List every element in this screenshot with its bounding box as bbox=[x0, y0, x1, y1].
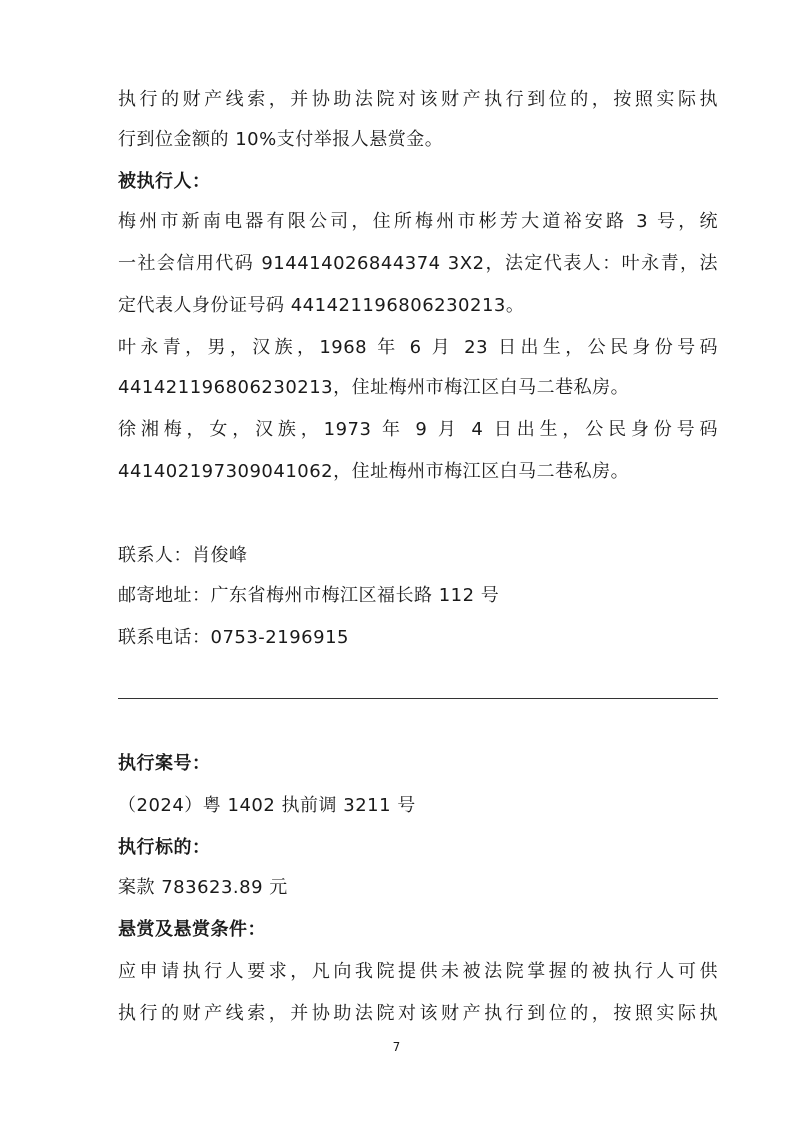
company-line-3: 定代表人身份证号码 441421196806230213。 bbox=[118, 295, 525, 316]
person2-line-2: 441402197309041062，住址梅州市梅江区白马二巷私房。 bbox=[118, 461, 630, 482]
case-number-heading: 执行案号： bbox=[118, 753, 211, 774]
person2-line-1: 徐湘梅，女，汉族，1973 年 9 月 4 日出生，公民身份号码 bbox=[118, 419, 718, 440]
case-number: （2024）粤 1402 执前调 3211 号 bbox=[118, 795, 416, 816]
continuation-line-1: 执行的财产线索，并协助法院对该财产执行到位的，按照实际执 bbox=[118, 89, 718, 110]
person1-line-1: 叶永青，男，汉族，1968 年 6 月 23 日出生，公民身份号码 bbox=[118, 337, 718, 358]
respondent-heading: 被执行人： bbox=[118, 171, 211, 192]
subject-heading: 执行标的： bbox=[118, 837, 211, 858]
contact-phone: 联系电话：0753-2196915 bbox=[118, 627, 349, 648]
reward-heading: 悬赏及悬赏条件： bbox=[118, 919, 266, 940]
contact-person: 联系人：肖俊峰 bbox=[118, 545, 248, 566]
person1-line-2: 441421196806230213，住址梅州市梅江区白马二巷私房。 bbox=[118, 377, 630, 398]
subject-value: 案款 783623.89 元 bbox=[118, 877, 288, 898]
company-line-2: 一社会信用代码 914414026844374 3X2，法定代表人：叶永青，法 bbox=[118, 253, 718, 274]
mailing-address: 邮寄地址：广东省梅州市梅江区福长路 112 号 bbox=[118, 585, 500, 606]
reward-line-1: 应申请执行人要求，凡向我院提供未被法院掌握的被执行人可供 bbox=[118, 961, 718, 982]
section-divider bbox=[118, 698, 718, 699]
continuation-line-2: 行到位金额的 10%支付举报人悬赏金。 bbox=[118, 129, 444, 150]
page-number: 7 bbox=[392, 1040, 401, 1054]
reward-line-2: 执行的财产线索，并协助法院对该财产执行到位的，按照实际执 bbox=[118, 1003, 718, 1024]
company-line-1: 梅州市新南电器有限公司，住所梅州市彬芳大道裕安路 3 号，统 bbox=[118, 211, 718, 232]
